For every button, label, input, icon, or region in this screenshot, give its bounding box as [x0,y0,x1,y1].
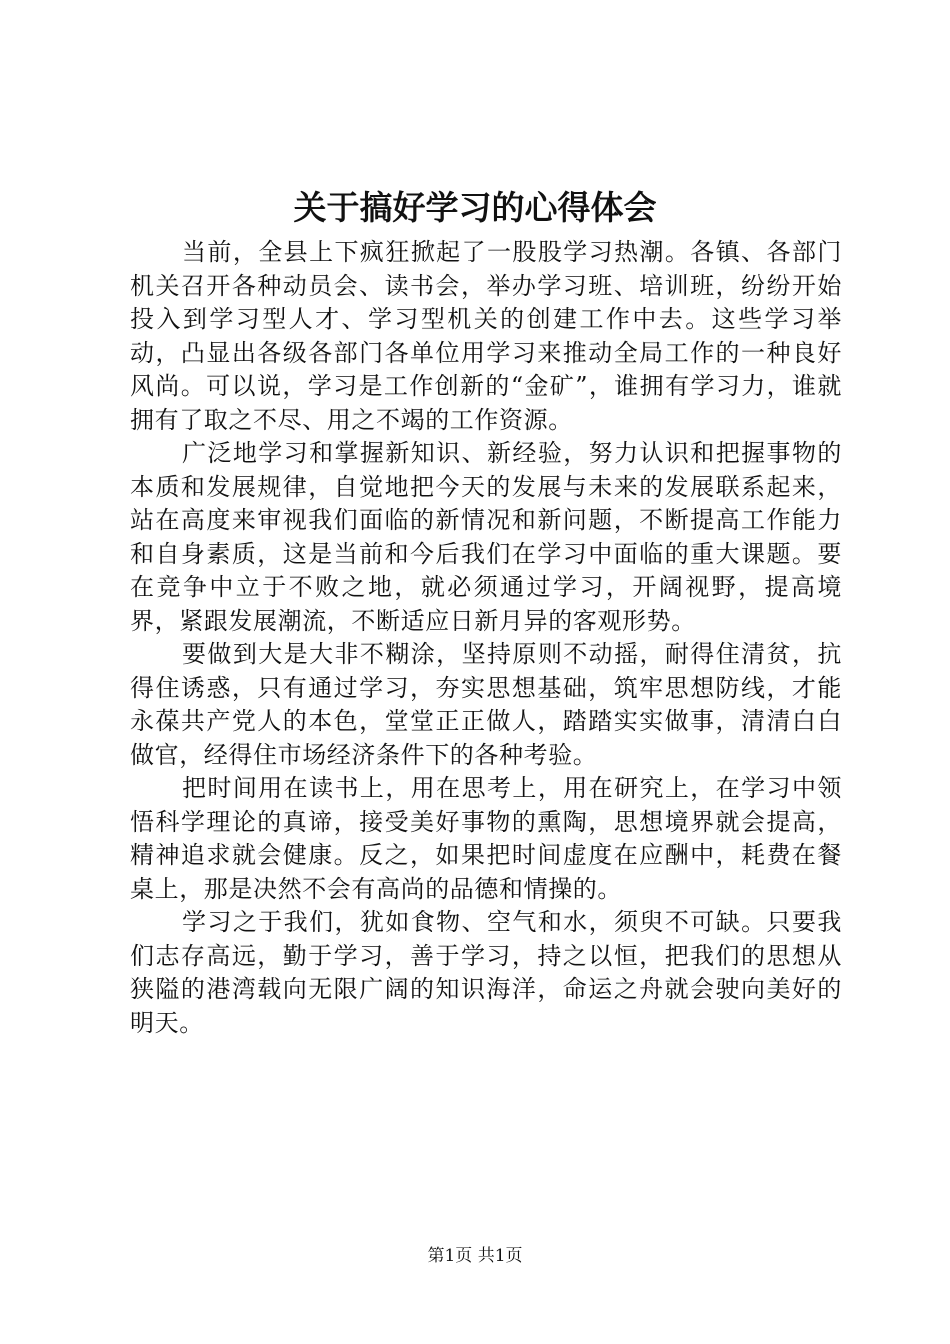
paragraph-3: 要做到大是大非不糊涂，坚持原则不动摇，耐得住清贫，抗得住诱惑，只有通过学习，夯实思想基础，筑牢思想防线，才能永葆共产党人的本色，堂堂正正做人，踏踏实实做事，清清白白做官，经得住市场经济条件下的各种考验。 [130,640,842,769]
paragraph-2: 广泛地学习和掌握新知识、新经验，努力认识和把握事物的本质和发展规律，自觉地把今天的发展与未来的发展联系起来，站在高度来审视我们面临的新情况和新问题，不断提高工作能力和自身素质，这是当前和今后我们在学习中面临的重大课题。要在竞争中立于不败之地，就必须通过学习，开阔视野，提高境界，紧跟发展潮流，不断适应日新月异的客观形势。 [130,439,842,635]
document-title: 关于搞好学习的心得体会 [293,188,657,227]
paragraph-5: 学习之于我们，犹如食物、空气和水，须臾不可缺。只要我们志存高远，勤于学习，善于学习，持之以恒，把我们的思想从狭隘的港湾载向无限广阔的知识海洋，命运之舟就会驶向美好的明天。 [130,908,842,1037]
page-footer: 第1页 共1页 [427,1246,523,1266]
paragraph-4: 把时间用在读书上，用在思考上，用在研究上，在学习中领悟科学理论的真谛，接受美好事物的熏陶，思想境界就会提高，精神追求就会健康。反之，如果把时间虚度在应酬中，耗费在餐桌上，那是决然不会有高尚的品德和情操的。 [130,774,842,903]
document-body [130,236,842,1040]
paragraph-1: 当前，全县上下疯狂掀起了一股股学习热潮。各镇、各部门机关召开各种动员会、读书会，举办学习班、培训班，纷纷开始投入到学习型人才、学习型机关的创建工作中去。这些学习举动，凸显出各级各部门各单位用学习来推动全局工作的一种良好风尚。可以说，学习是工作创新的“金矿”，谁拥有学习力，谁就拥有了取之不尽、用之不竭的工作资源。 [130,238,842,434]
